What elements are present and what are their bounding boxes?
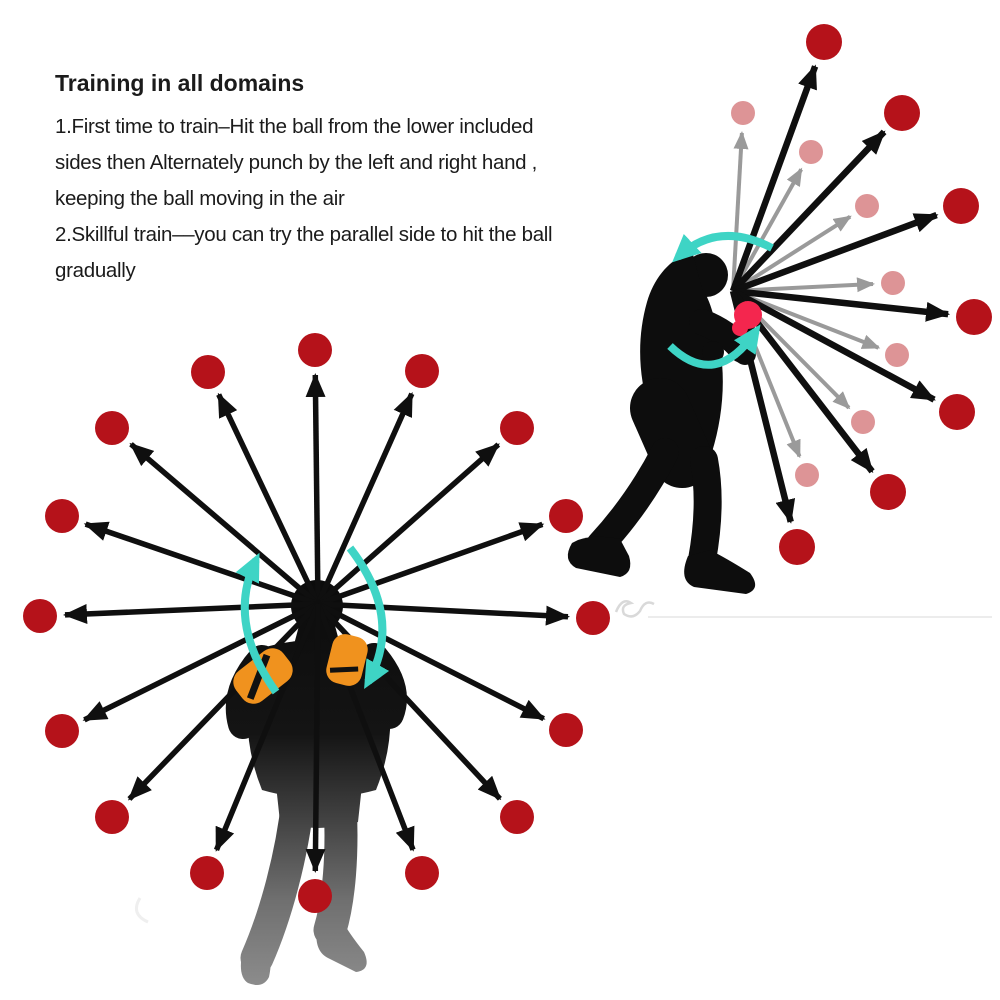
reflex-ball [45,499,79,533]
trajectory-arrow [65,604,318,615]
reflex-ball [405,856,439,890]
reflex-ball [549,713,583,747]
reflex-ball [855,194,879,218]
instructions-title: Training in all domains [55,70,305,96]
reflex-ball [190,856,224,890]
trajectory-arrow [315,604,318,871]
reflex-ball [795,463,819,487]
left-trajectory-arrows [65,375,568,871]
trajectory-arrow [318,445,498,604]
reflex-ball [23,599,57,633]
reflex-ball [298,879,332,913]
watermark-curl [136,898,148,922]
reflex-ball [576,601,610,635]
reflex-ball [956,299,992,335]
reflex-ball [95,800,129,834]
watermark-squiggle [616,601,654,616]
reflex-ball [500,411,534,445]
right-black-trajectory-arrows [733,66,948,521]
trajectory-arrow [131,444,318,604]
reflex-ball [731,101,755,125]
reflex-ball [881,271,905,295]
trajectory-arrow [315,375,318,604]
reflex-ball [191,355,225,389]
instruction-line-1: 1.First time to train–Hit the ball from the lower included [55,115,534,138]
reflex-ball [885,343,909,367]
instruction-line-5: gradually [55,259,136,282]
instruction-line-2: sides then Alternately punch by the left and right hand , [55,151,538,174]
instruction-line-4: 2.Skillful train––you can try the parallel side to hit the ball [55,223,553,246]
trajectory-arrow [733,66,815,291]
trajectory-arrow [318,524,542,604]
reflex-ball [298,333,332,367]
reflex-ball [943,188,979,224]
reflex-ball [806,24,842,60]
reflex-ball [95,411,129,445]
reflex-ball [870,474,906,510]
reflex-ball [799,140,823,164]
reflex-ball [45,714,79,748]
instruction-line-3: keeping the ball moving in the air [55,187,345,210]
reflex-ball [779,529,815,565]
reflex-ball [884,95,920,131]
reflex-ball [500,800,534,834]
trajectory-arrow [318,604,568,617]
reflex-ball [405,354,439,388]
reflex-ball [549,499,583,533]
reflex-ball [939,394,975,430]
reflex-ball [851,410,875,434]
